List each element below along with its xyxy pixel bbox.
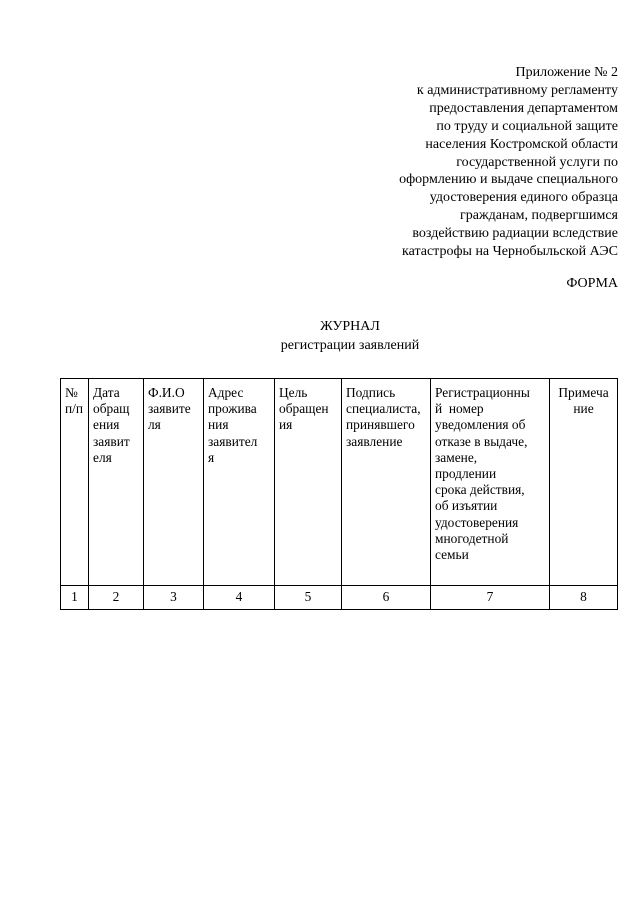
header-cell-address bbox=[204, 379, 275, 586]
header-text: п/п bbox=[65, 401, 84, 417]
journal-subtitle: регистрации заявлений bbox=[280, 338, 420, 353]
appendix-line: удостоверения единого образца bbox=[429, 190, 618, 206]
appendix-block bbox=[318, 64, 618, 261]
appendix-line: населения Костромской области bbox=[425, 136, 618, 152]
header-text: прожива bbox=[208, 401, 257, 417]
header-cell-date bbox=[89, 379, 144, 586]
column-number-row bbox=[61, 586, 618, 610]
header-text: специалиста, bbox=[346, 401, 421, 417]
header-text: заявит bbox=[93, 433, 130, 449]
column-number-cell: 4 bbox=[204, 586, 275, 610]
journal-title: ЖУРНАЛ bbox=[320, 319, 380, 334]
header-text: я bbox=[208, 449, 215, 465]
appendix-line: Приложение № 2 bbox=[515, 65, 618, 80]
header-text: й номер bbox=[435, 401, 484, 417]
column-number-cell: 3 bbox=[144, 586, 204, 610]
header-text: Подпись bbox=[346, 385, 396, 400]
form-label: ФОРМА bbox=[566, 276, 618, 291]
header-text: многодетной bbox=[435, 530, 509, 546]
header-text: принявшего bbox=[346, 417, 415, 433]
header-text: ения bbox=[93, 417, 120, 433]
header-text: замене, bbox=[435, 449, 478, 465]
header-text: продлении bbox=[435, 466, 497, 482]
header-text: Адрес bbox=[208, 385, 244, 400]
table-header-row bbox=[61, 379, 618, 586]
column-number-cell: 5 bbox=[275, 586, 342, 610]
header-cell-signature bbox=[342, 379, 431, 586]
header-text: Ф.И.О bbox=[148, 385, 185, 400]
header-cell-purpose bbox=[275, 379, 342, 586]
header-text: Цель bbox=[279, 385, 308, 400]
header-cell-number bbox=[61, 379, 89, 586]
header-text: об изъятии bbox=[435, 498, 498, 514]
header-text: уведомления об bbox=[435, 417, 526, 433]
column-number-cell: 1 bbox=[61, 586, 89, 610]
header-text: семьи bbox=[435, 547, 469, 563]
appendix-line: по труду и социальной защите bbox=[436, 118, 618, 134]
header-text: обращ bbox=[93, 401, 130, 417]
appendix-line: катастрофы на Чернобыльской АЭС bbox=[402, 244, 618, 260]
header-text: ние bbox=[573, 401, 594, 417]
column-number-cell: 7 bbox=[431, 586, 550, 610]
header-text: обращен bbox=[279, 401, 329, 417]
appendix-line: оформлению и выдаче специального bbox=[399, 172, 618, 188]
header-cell-name bbox=[144, 379, 204, 586]
header-text: ния bbox=[208, 417, 229, 433]
appendix-line: к административному регламенту bbox=[416, 82, 618, 98]
column-number-cell: 6 bbox=[342, 586, 431, 610]
header-text: заявление bbox=[346, 433, 403, 449]
header-text: заявите bbox=[148, 401, 191, 417]
appendix-line: воздействию радиации вследствие bbox=[412, 226, 618, 242]
journal-table bbox=[60, 378, 618, 610]
header-text: Примеча bbox=[558, 385, 609, 400]
column-number-cell: 2 bbox=[89, 586, 144, 610]
appendix-line: предоставления департаментом bbox=[429, 100, 618, 116]
header-text: заявител bbox=[208, 433, 258, 449]
header-cell-registration bbox=[431, 379, 550, 586]
header-text: Дата bbox=[93, 385, 120, 400]
header-text: Регистрационны bbox=[435, 385, 530, 400]
header-text: отказе в выдаче, bbox=[435, 433, 528, 449]
header-cell-notes bbox=[550, 379, 618, 586]
header-text: № bbox=[65, 385, 78, 400]
column-number-cell: 8 bbox=[550, 586, 618, 610]
appendix-line: гражданам, подвергшимся bbox=[459, 208, 618, 224]
header-text: ля bbox=[148, 417, 161, 433]
header-text: срока действия, bbox=[435, 482, 525, 498]
header-text: ия bbox=[279, 417, 293, 433]
header-text: удостоверения bbox=[435, 514, 519, 530]
header-text: еля bbox=[93, 449, 112, 465]
appendix-line: государственной услуги по bbox=[456, 154, 618, 170]
